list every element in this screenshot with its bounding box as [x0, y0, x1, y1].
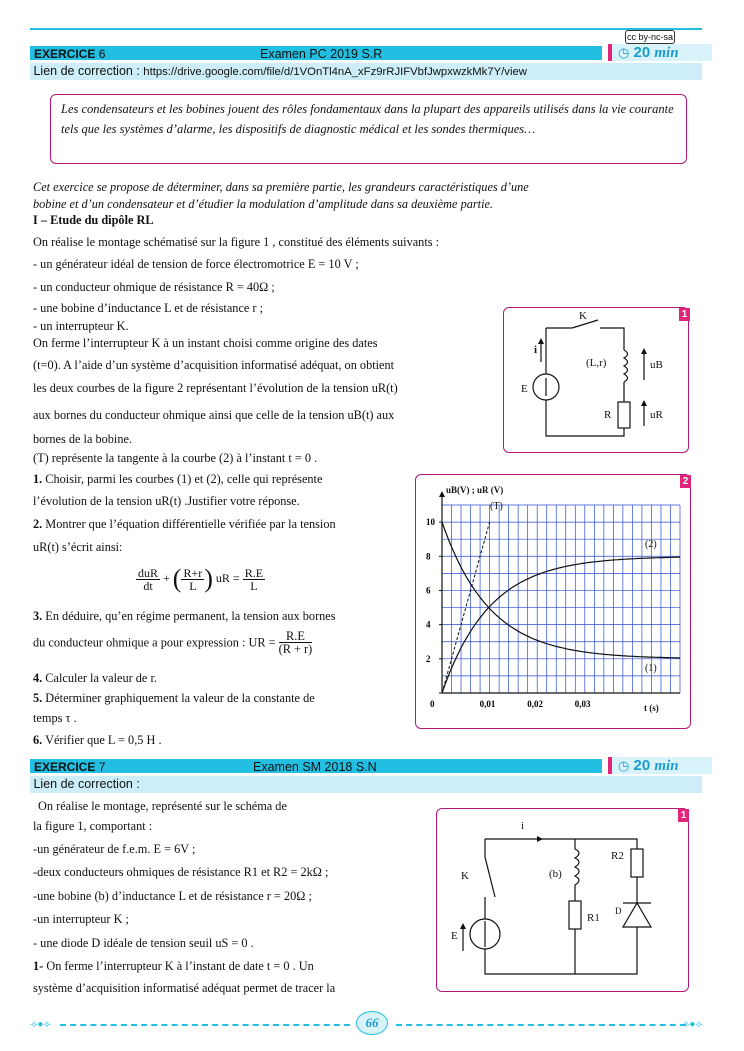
- origin-label: 0: [430, 699, 435, 709]
- x-tick-label: 0,01: [479, 699, 496, 709]
- fig3-label-R2: R2: [611, 850, 624, 862]
- ex6-question-3a: 3. En déduire, qu’en régime permanent, la tension aux bornes: [33, 609, 336, 623]
- fig3-label-K: K: [461, 870, 469, 882]
- ex6-intro-box: Les condensateurs et les bobines jouent des rôles fondamentaux dans la plupart des appareils utilisés dans la vie courante tels que les systèmes d’alarme, les dispositifs de diagnostic médical et les sondes thermiques…: [50, 94, 687, 164]
- ex6-line-4: - une bobine d’inductance L et de résistance r ;: [33, 301, 264, 315]
- ex6-question-1b: l’évolution de la tension uR(t) .Justifier votre réponse.: [33, 494, 300, 508]
- y-tick-label: 4: [426, 619, 431, 630]
- figure-2-chart: [415, 474, 691, 729]
- clock-icon: ◷: [618, 45, 630, 60]
- fig1-label-K: K: [579, 310, 587, 322]
- ex6-correction-link[interactable]: https://drive.google.com/file/d/1VOnTl4nA_xFz9rRJIFVbfJwpxwzkMk7Y/view: [143, 66, 527, 78]
- fig1-label-R: R: [604, 409, 612, 421]
- figure-1-ex7-circuit: [436, 808, 689, 992]
- footer-rule-left: [60, 1024, 350, 1026]
- fig1-label-i: i: [534, 344, 538, 356]
- chart-label-T: (T): [490, 501, 503, 512]
- ex7-correction-row: Lien de correction :: [30, 776, 702, 793]
- chart-svg: [416, 475, 690, 728]
- ex6-question-5a: 5. Déterminer graphiquement la valeur de la constante de: [33, 691, 315, 705]
- ex7-line-1: On réalise le montage, représenté sur le schéma de: [38, 799, 287, 813]
- y-axis-arrow: [439, 491, 445, 497]
- ex7-line-4: -deux conducteurs ohmiques de résistance R1 et R2 = 2kΩ ;: [33, 865, 329, 879]
- ex7-line-5: -une bobine (b) d’inductance L et de résistance r = 20Ω ;: [33, 889, 312, 903]
- x-tick-label: 0,03: [574, 699, 591, 709]
- ex7-line-2: la figure 1, comportant :: [33, 819, 153, 833]
- ex6-question-3b: du conducteur ohmique a pour expression : UR = $\frac{R.E}{(R + r)}$: [33, 629, 313, 657]
- ex6-line-3: - un conducteur ohmique de résistance R = 40Ω ;: [33, 280, 275, 294]
- ex7-label: EXERCICE 7: [34, 760, 106, 774]
- ex7-exam-title: Examen SM 2018 S.N: [253, 760, 377, 774]
- y-tick-label: 10: [426, 517, 435, 528]
- footer-rule-right: [396, 1024, 686, 1026]
- ex6-question-5b: temps τ .: [33, 711, 77, 725]
- fig1-label-uR: uR: [650, 409, 663, 421]
- y-tick-label: 8: [426, 551, 431, 562]
- ex6-time-box: ◷ 20 min: [608, 44, 712, 61]
- x-tick-label: 0,02: [527, 699, 543, 709]
- ex6-question-2b: uR(t) s’écrit ainsi:: [33, 540, 123, 554]
- fig3-label-E: E: [451, 930, 458, 942]
- ex6-question-6: 6. Vérifier que L = 0,5 H .: [33, 733, 162, 747]
- ex6-line-7: (t=0). A l’aide d’un système d’acquisition informatisé adéquat, on obtient: [33, 358, 395, 372]
- footer-ornament-left: ⟢●⟣: [30, 1019, 51, 1030]
- chart-label-2: (2): [645, 539, 657, 550]
- ex7-question-1a: 1- On ferme l’interrupteur K à l’instant de date t = 0 . Un: [33, 959, 314, 973]
- clock-icon: ◷: [618, 758, 630, 773]
- license-badge: cc by-nc-sa: [626, 32, 673, 42]
- top-rule: [30, 28, 702, 30]
- ex7-question-1b: système d’acquisition informatisé adéquat permet de tracer la: [33, 981, 336, 995]
- figure-1-rl-circuit: [503, 307, 689, 453]
- ex6-correction-row: Lien de correction : https://drive.google.com/file/d/1VOnTl4nA_xFz9rRJIFVbfJwpxwzkMk7Y/view: [30, 63, 702, 80]
- ex6-line-11: (T) représente la tangente à la courbe (2) à l’instant t = 0 .: [33, 451, 318, 465]
- ex6-part1-title: I – Etude du dipôle RL: [33, 213, 154, 227]
- ex6-line-1: On réalise le montage schématisé sur la figure 1 , constitué des éléments suivants :: [33, 235, 440, 249]
- ex6-question-2a: 2. Montrer que l’équation différentielle vérifiée par la tension: [33, 517, 336, 531]
- ex6-line-10: bornes de la bobine.: [33, 432, 133, 446]
- fig3-label-D: D: [615, 906, 622, 916]
- ex7-line-6: -un interrupteur K ;: [33, 912, 129, 926]
- chart-x-label: t (s): [644, 703, 659, 713]
- y-tick-label: 2: [426, 653, 431, 664]
- chart-y-label: uB(V) ; uR (V): [446, 485, 504, 495]
- ex6-line-6: On ferme l’interrupteur K à un instant choisi comme origine des dates: [33, 336, 378, 350]
- figure-3-tag: 1: [678, 809, 689, 822]
- ex6-purpose-1: Cet exercice se propose de déterminer, dans sa première partie, les grandeurs caractéristiques d’une: [33, 180, 529, 194]
- fig3-label-b: (b): [549, 868, 562, 880]
- ex6-equation: $\frac{\text{duR}}{dt}$ + ( $\frac{R+r}{L}$ ) uR = $\frac{R.E}{L}$: [138, 564, 264, 593]
- figure-1-tag: 1: [679, 308, 690, 321]
- footer-ornament-right: ⟢●⟣: [682, 1019, 703, 1030]
- fig3-label-i: i: [521, 820, 525, 832]
- ex6-purpose-2: bobine et d’un condensateur et d’étudier la modulation d’amplitude dans sa deuxième partie.: [33, 197, 494, 211]
- fig1-label-E: E: [521, 383, 528, 395]
- fig1-label-uB: uB: [650, 359, 663, 371]
- rl-circuit-diagram: [504, 308, 688, 452]
- ex7-time-box: ◷ 20 min: [608, 757, 712, 774]
- ex7-line-7: - une diode D idéale de tension seuil uS = 0 .: [33, 936, 254, 950]
- page-number-badge: 66: [356, 1011, 388, 1035]
- y-tick-label: 6: [426, 585, 431, 596]
- ex6-question-4: 4. Calculer la valeur de r.: [33, 671, 157, 685]
- figure-2-tag: 2: [680, 475, 691, 488]
- ex6-label: EXERCICE 6: [34, 47, 106, 61]
- ex6-question-1a: 1. Choisir, parmi les courbes (1) et (2), celle qui représente: [33, 472, 323, 486]
- fig1-label-Lr: (L,r): [586, 357, 607, 369]
- ex6-line-9: aux bornes du conducteur ohmique ainsi que celle de la tension uB(t) aux: [33, 408, 395, 422]
- ex7-line-3: -un générateur de f.e.m. E = 6V ;: [33, 842, 196, 856]
- ex6-line-5: - un interrupteur K.: [33, 319, 129, 333]
- ex6-line-8: les deux courbes de la figure 2 représentant l’évolution de la tension uR(t): [33, 381, 398, 395]
- fig3-label-R1: R1: [587, 912, 600, 924]
- diode-circuit-diagram: [437, 809, 688, 991]
- ex6-exam-title: Examen PC 2019 S.R: [260, 47, 383, 61]
- chart-label-1: (1): [645, 663, 657, 674]
- ex6-line-2: - un générateur idéal de tension de force électromotrice E = 10 V ;: [33, 257, 359, 271]
